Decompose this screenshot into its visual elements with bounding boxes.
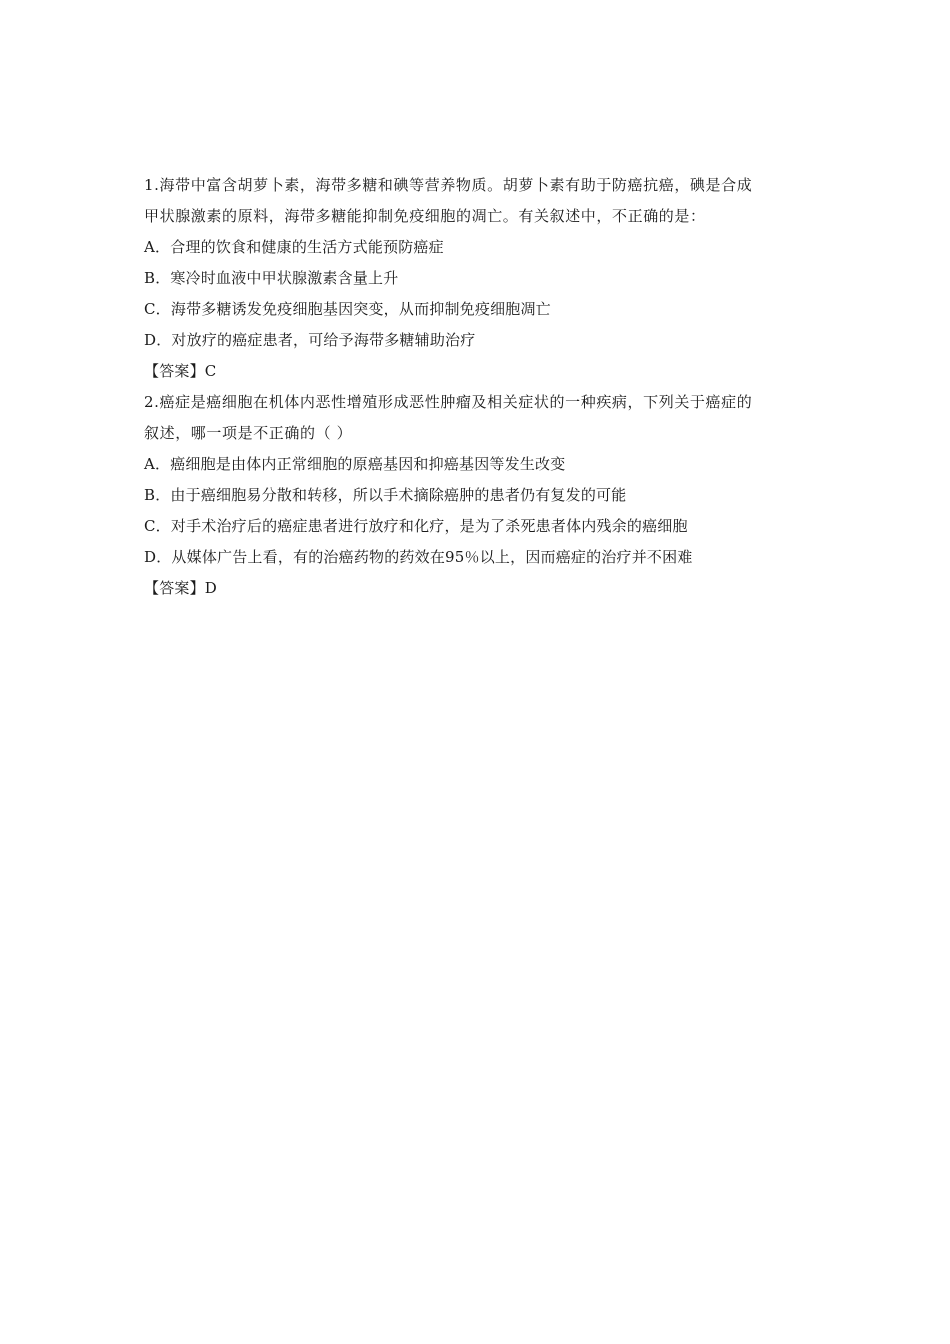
option-b: B．寒冷时血液中甲状腺激素含量上升 [144, 269, 399, 287]
option-c: C．海带多糖诱发免疫细胞基因突变，从而抑制免疫细胞凋亡 [144, 300, 551, 318]
question-2 [144, 387, 804, 604]
option-d: D．对放疗的癌症患者，可给予海带多糖辅助治疗 [144, 331, 476, 349]
document-page [144, 170, 804, 604]
question-stem-line: 2.癌症是癌细胞在机体内恶性增殖形成恶性肿瘤及相关症状的一种疾病，下列关于癌症的 [144, 393, 753, 411]
option-a: A．癌细胞是由体内正常细胞的原癌基因和抑癌基因等发生改变 [144, 455, 566, 473]
question-stem-line: 1.海带中富含胡萝卜素，海带多糖和碘等营养物质。胡萝卜素有助于防癌抗癌，碘是合成 [144, 176, 753, 194]
option-d: D．从媒体广告上看，有的治癌药物的药效在95％以上，因而癌症的治疗并不困难 [144, 548, 693, 566]
question-stem-line: 叙述，哪一项是不正确的（ ） [144, 424, 353, 442]
answer-line: 【答案】C [144, 362, 217, 380]
option-c: C．对手术治疗后的癌症患者进行放疗和化疗，是为了杀死患者体内残余的癌细胞 [144, 517, 688, 535]
option-b: B．由于癌细胞易分散和转移，所以手术摘除癌肿的患者仍有复发的可能 [144, 486, 627, 504]
option-a: A．合理的饮食和健康的生活方式能预防癌症 [144, 238, 444, 256]
question-stem-line: 甲状腺激素的原料，海带多糖能抑制免疫细胞的凋亡。有关叙述中，不正确的是： [144, 207, 706, 225]
question-1 [144, 170, 804, 387]
answer-line: 【答案】D [144, 579, 218, 597]
